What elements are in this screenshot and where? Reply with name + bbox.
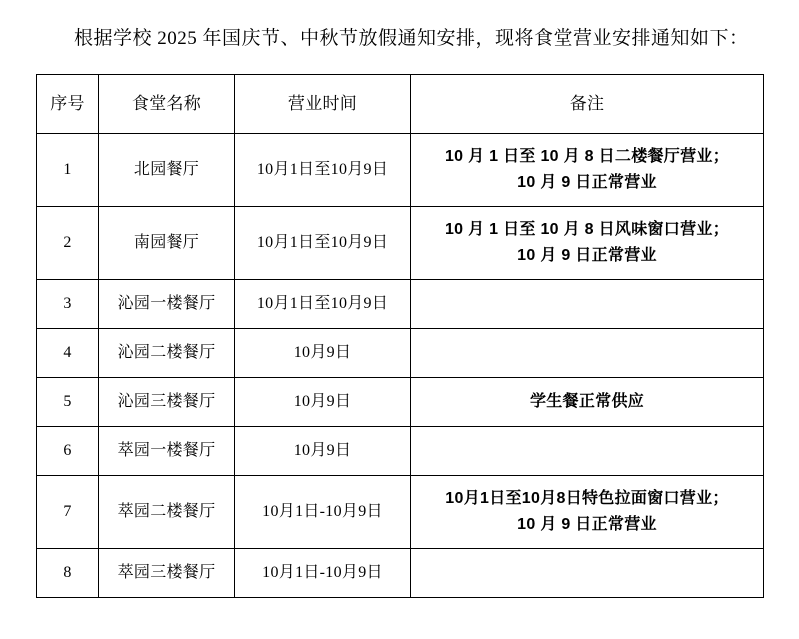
cell-remark	[411, 476, 764, 549]
cell-hours: 10月1日至10月9日	[235, 207, 411, 280]
table-row	[37, 134, 764, 207]
schedule-table-container	[0, 60, 799, 598]
cell-no: 1	[37, 134, 99, 207]
remark-line-2: 10 月 9 日正常营业	[517, 247, 657, 264]
cell-name: 萃园一楼餐厅	[99, 427, 235, 476]
column-header-no: 序号	[37, 75, 99, 134]
cell-hours: 10月9日	[235, 427, 411, 476]
cell-name: 沁园三楼餐厅	[99, 378, 235, 427]
remark-line-1: 10 月 1 日至 10 月 8 日风味窗口营业；	[444, 221, 729, 238]
remark-line-1: 10 月 1 日至 10 月 8 日二楼餐厅营业；	[444, 148, 729, 165]
table-row	[37, 207, 764, 280]
cell-no: 5	[37, 378, 99, 427]
column-header-hours: 营业时间	[235, 75, 411, 134]
table-header-row	[37, 75, 764, 134]
cell-name: 北园餐厅	[99, 134, 235, 207]
remark-line-2: 10 月 9 日正常营业	[517, 174, 657, 191]
cell-remark	[411, 280, 764, 329]
cell-remark	[411, 427, 764, 476]
cell-name: 萃园三楼餐厅	[99, 549, 235, 598]
cell-remark	[411, 329, 764, 378]
cell-name: 南园餐厅	[99, 207, 235, 280]
cell-hours: 10月1日至10月9日	[235, 134, 411, 207]
cell-remark	[411, 207, 764, 280]
cell-no: 7	[37, 476, 99, 549]
cell-name: 沁园一楼餐厅	[99, 280, 235, 329]
table-header	[37, 75, 764, 134]
table-row	[37, 378, 764, 427]
cell-hours: 10月9日	[235, 329, 411, 378]
remark-line-2: 10 月 9 日正常营业	[517, 516, 657, 533]
table-row	[37, 476, 764, 549]
cell-name: 萃园二楼餐厅	[99, 476, 235, 549]
table-row	[37, 280, 764, 329]
cell-no: 6	[37, 427, 99, 476]
table-body	[37, 134, 764, 598]
table-row	[37, 549, 764, 598]
table-row	[37, 427, 764, 476]
cell-no: 2	[37, 207, 99, 280]
cell-name: 沁园二楼餐厅	[99, 329, 235, 378]
cell-hours: 10月1日-10月9日	[235, 476, 411, 549]
column-header-name: 食堂名称	[99, 75, 235, 134]
column-header-remark: 备注	[411, 75, 764, 134]
cell-remark: 学生餐正常供应	[411, 378, 764, 427]
intro-paragraph: 根据学校 2025 年国庆节、中秋节放假通知安排，现将食堂营业安排通知如下：	[74, 28, 749, 49]
canteen-schedule-table	[36, 74, 764, 598]
table-row	[37, 329, 764, 378]
cell-no: 8	[37, 549, 99, 598]
cell-hours: 10月1日-10月9日	[235, 549, 411, 598]
cell-remark	[411, 134, 764, 207]
cell-no: 4	[37, 329, 99, 378]
cell-remark	[411, 549, 764, 598]
cell-hours: 10月1日至10月9日	[235, 280, 411, 329]
cell-no: 3	[37, 280, 99, 329]
cell-hours: 10月9日	[235, 378, 411, 427]
remark-line-1: 10月1日至10月8日特色拉面窗口营业；	[445, 490, 729, 507]
